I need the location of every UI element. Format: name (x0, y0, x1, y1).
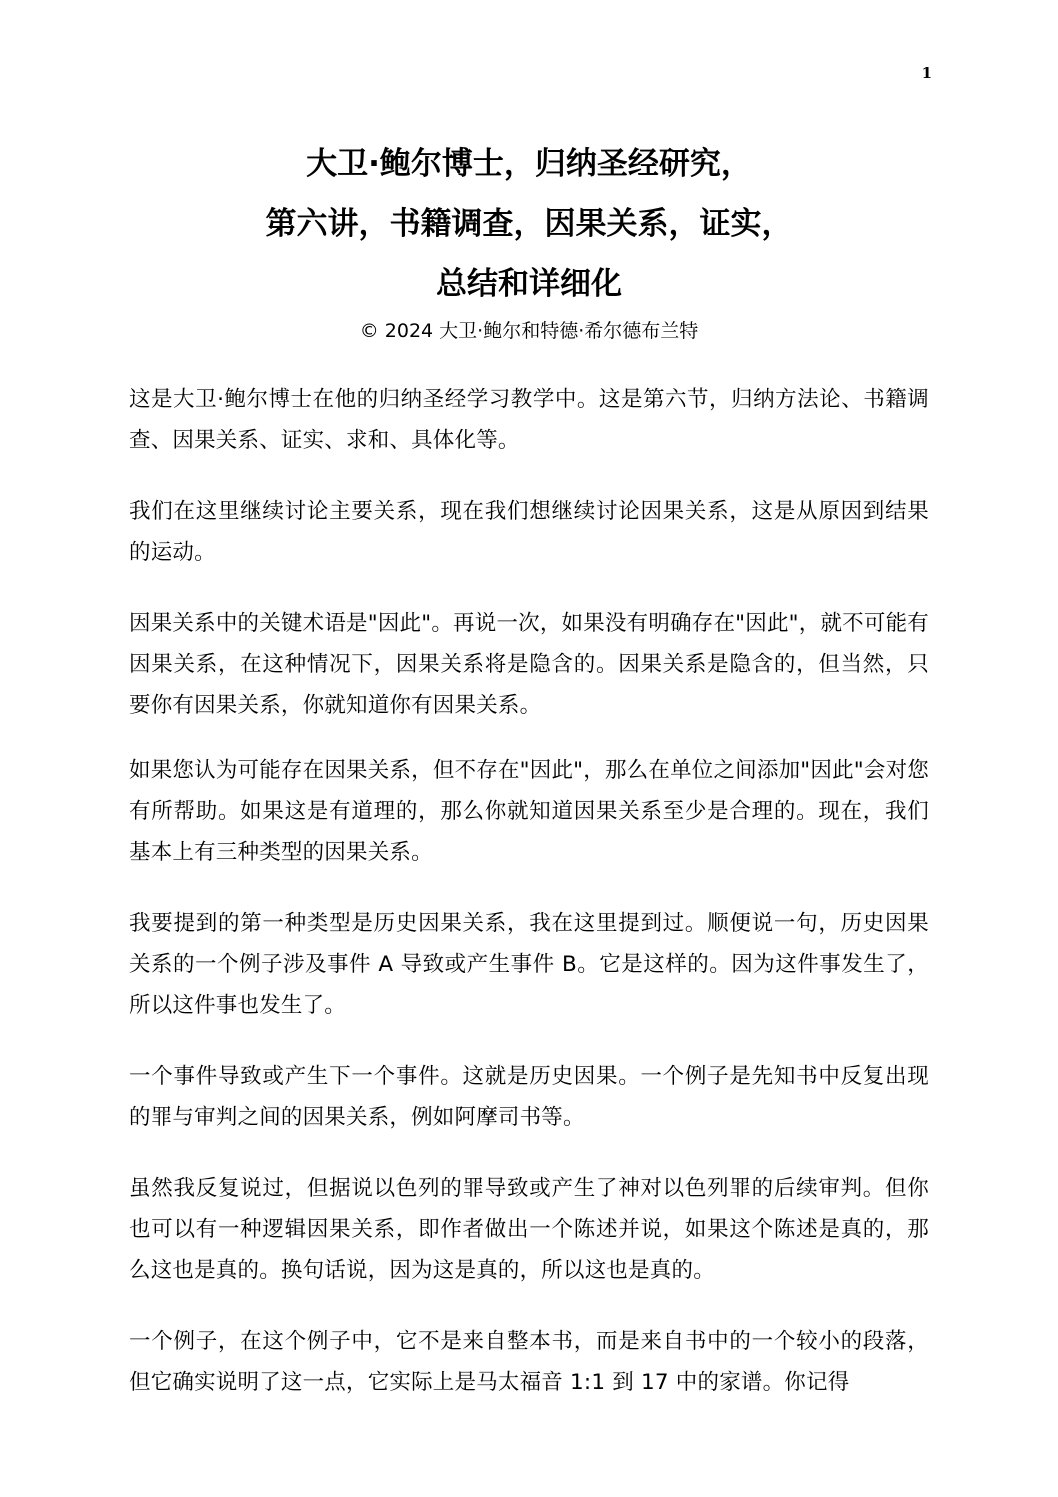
title-line-2: 第六讲，书籍调查，因果关系，证实， (265, 206, 793, 242)
paragraph: 因果关系中的关键术语是"因此"。再说一次，如果没有明确存在"因此"，就不可能有因果关系，在这种情况下，因果关系将是隐含的。因果关系是隐含的，但当然，只要你有因果关系，你就知道你有因果关系。 (129, 611, 929, 718)
body-text (129, 379, 929, 1433)
title-line-1: 大卫·鲍尔博士，归纳圣经研究， (306, 146, 752, 182)
paragraph: 虽然我反复说过，但据说以色列的罪导致或产生了神对以色列罪的后续审判。但你也可以有一种逻辑因果关系，即作者做出一个陈述并说，如果这个陈述是真的，那么这也是真的。换句话说，因为这是真的，所以这也是真的。 (129, 1176, 929, 1283)
title-block (100, 134, 958, 346)
paragraph: 如果您认为可能存在因果关系，但不存在"因此"，那么在单位之间添加"因此"会对您有所帮助。如果这是有道理的，那么你就知道因果关系至少是合理的。现在，我们基本上有三种类型的因果关系。 (129, 758, 929, 865)
page-number: 1 (921, 64, 932, 82)
paragraph: 我们在这里继续讨论主要关系，现在我们想继续讨论因果关系，这是从原因到结果的运动。 (129, 499, 929, 565)
paragraph: 一个事件导致或产生下一个事件。这就是历史因果。一个例子是先知书中反复出现的罪与审判之间的因果关系，例如阿摩司书等。 (129, 1064, 929, 1130)
paragraph: 这是大卫·鲍尔博士在他的归纳圣经学习教学中。这是第六节，归纳方法论、书籍调查、因果关系、证实、求和、具体化等。 (129, 387, 929, 453)
title-line-3: 总结和详细化 (436, 266, 622, 302)
paragraph: 我要提到的第一种类型是历史因果关系，我在这里提到过。顺便说一句，历史因果关系的一个例子涉及事件 A 导致或产生事件 B。它是这样的。因为这件事发生了，所以这件事也发生了。 (129, 911, 929, 1018)
copyright-line: © 2024 大卫·鲍尔和特德·希尔德布兰特 (359, 320, 699, 342)
paragraph: 一个例子，在这个例子中，它不是来自整本书，而是来自书中的一个较小的段落，但它确实说明了这一点，它实际上是马太福音 1:1 到 17 中的家谱。你记得 (129, 1329, 929, 1395)
